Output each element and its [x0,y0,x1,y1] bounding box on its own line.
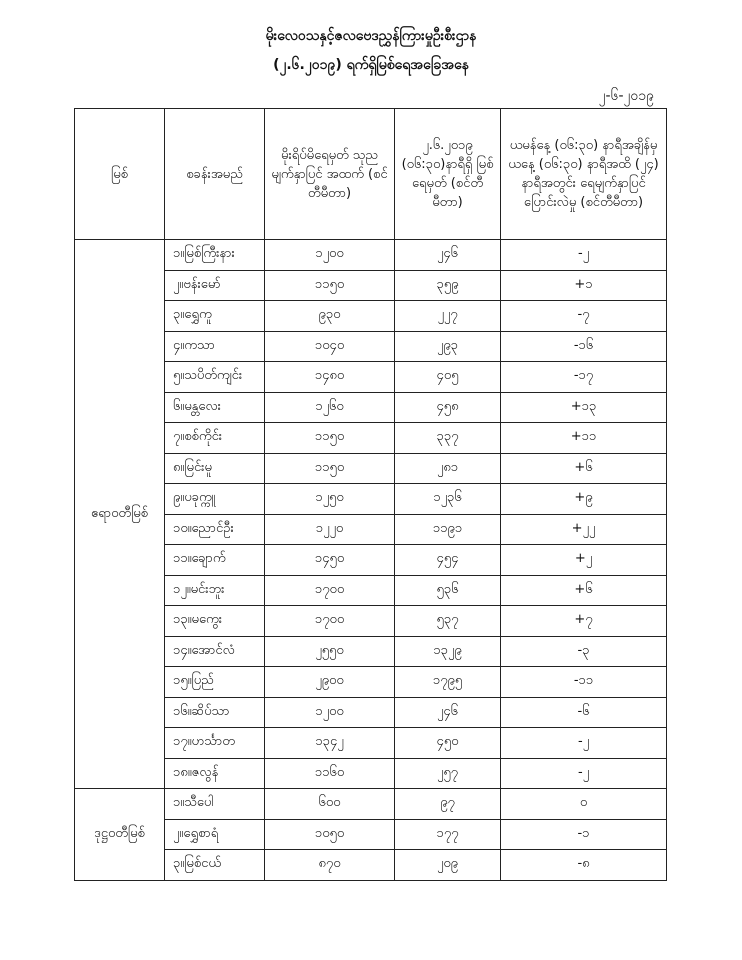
level-change-cell: -၁၁ [501,667,667,698]
level-change-cell: -၇ [501,301,667,332]
danger-level-cell: ၂၅၅၀ [265,636,395,667]
current-level-cell: ၂၀၉ [395,850,501,881]
station-name-cell: ၁။သီပေါ [165,789,265,820]
column-header-current-level: ၂.၆.၂၀၁၉ (၀၆:၃၀)နာရီရှိ မြစ်ရေမှတ် (စင်တီမီတာ) [395,109,501,240]
level-change-cell: +၁၃ [501,392,667,423]
level-change-cell: +၁၁ [501,423,667,454]
current-level-cell: ၁၇၉၅ [395,667,501,698]
danger-level-cell: ၁၂၀၀ [265,240,395,271]
level-change-cell: -၁၇ [501,362,667,393]
danger-level-cell: ၂၉၀၀ [265,667,395,698]
station-name-cell: ၁၈။ဇလွန် [165,758,265,789]
danger-level-cell: ၁၂၂၀ [265,514,395,545]
current-level-cell: ၉၇ [395,789,501,820]
current-level-cell: ၄၅၈ [395,392,501,423]
station-name-cell: ၁၆။ဆိပ်သာ [165,697,265,728]
page-subtitle: (၂.၆.၂၀၁၉) ရက်ရှိမြစ်ရေအခြေအနေ [273,57,469,73]
current-level-cell: ၁၇၇ [395,819,501,850]
current-level-cell: ၃၃၇ [395,423,501,454]
station-name-cell: ၂။ရွှေစာရံ [165,819,265,850]
table-header-row [75,109,667,240]
current-level-cell: ၁၃၂၉ [395,636,501,667]
danger-level-cell: ၁၁၆၀ [265,758,395,789]
table-body [75,240,667,881]
current-level-cell: ၁၁၉၁ [395,514,501,545]
report-date: ၂-၆-၂၀၁၉ [598,88,654,104]
station-name-cell: ၁။မြစ်ကြီးနား [165,240,265,271]
river-name-cell: ဧရာဝတီမြစ် [75,240,165,789]
current-level-cell: ၁၂၃၆ [395,484,501,515]
level-change-cell: -၈ [501,850,667,881]
danger-level-cell: ၆၀၀ [265,789,395,820]
level-change-cell: +၁ [501,270,667,301]
current-level-cell: ၂၈၁ [395,453,501,484]
column-header-danger-level: မိုးရိပ်မိရေမှတ် သုညမျက်နှာပြင် အထက် (စင်တီမီတာ) [265,109,395,240]
table-row [75,240,667,271]
danger-level-cell: ၁၁၅၀ [265,270,395,301]
station-name-cell: ၉။ပခုက္ကူ [165,484,265,515]
level-change-cell: +၇ [501,606,667,637]
danger-level-cell: ၁၁၅၀ [265,423,395,454]
danger-level-cell: ၁၇၀၀ [265,575,395,606]
station-name-cell: ၄။ကသာ [165,331,265,362]
river-name-cell: ဒုဋ္ဌဝတီမြစ် [75,789,165,881]
station-name-cell: ၁၃။မကွေး [165,606,265,637]
column-header-24h-change: ယမန်နေ့ (၀၆:၃၀) နာရီအချိန်မှ ယနေ့ (၀၆:၃၀) နာရီအထိ (၂၄) နာရီအတွင်း ရေမျက်နှာပြင်ပြောင်းလဲမှု (စင်တီမီတာ) [501,109,667,240]
river-level-table [74,108,667,881]
station-name-cell: ၂။ဗန်းမော် [165,270,265,301]
danger-level-cell: ၁၀၄၀ [265,331,395,362]
danger-level-cell: ၁၃၄၂ [265,728,395,759]
danger-level-cell: ၁၁၅၀ [265,453,395,484]
column-header-river: မြစ် [75,109,165,240]
danger-level-cell: ၁၇၀၀ [265,606,395,637]
station-name-cell: ၅။သပိတ်ကျင်း [165,362,265,393]
current-level-cell: ၂၄၆ [395,697,501,728]
level-change-cell: +၂ [501,545,667,576]
level-change-cell: -၂ [501,728,667,759]
level-change-cell: -၂ [501,758,667,789]
station-name-cell: ၃။မြစ်ငယ် [165,850,265,881]
column-header-station: စခန်းအမည် [165,109,265,240]
current-level-cell: ၂၄၆ [395,240,501,271]
current-level-cell: ၅၃၇ [395,606,501,637]
current-level-cell: ၂၂၇ [395,301,501,332]
station-name-cell: ၇။စစ်ကိုင်း [165,423,265,454]
station-name-cell: ၁၁။ချောက် [165,545,265,576]
current-level-cell: ၂၉၃ [395,331,501,362]
danger-level-cell: ၁၄၅၀ [265,545,395,576]
level-change-cell: -၁၆ [501,331,667,362]
danger-level-cell: ၁၂၀၀ [265,697,395,728]
table-row [75,789,667,820]
level-change-cell: ၀ [501,789,667,820]
level-change-cell: +၂၂ [501,514,667,545]
station-name-cell: ၁၄။အောင်လံ [165,636,265,667]
current-level-cell: ၅၃၆ [395,575,501,606]
current-level-cell: ၃၅၉ [395,270,501,301]
station-name-cell: ၆။မန္တလေး [165,392,265,423]
level-change-cell: -၆ [501,697,667,728]
station-name-cell: ၁၇။ဟင်္သာတ [165,728,265,759]
level-change-cell: -၃ [501,636,667,667]
level-change-cell: -၂ [501,240,667,271]
station-name-cell: ၁၅။ပြည် [165,667,265,698]
level-change-cell: +၉ [501,484,667,515]
current-level-cell: ၄၅၄ [395,545,501,576]
station-name-cell: ၃။ရွှေကူ [165,301,265,332]
level-change-cell: -၁ [501,819,667,850]
danger-level-cell: ၈၇၀ [265,850,395,881]
current-level-cell: ၂၅၇ [395,758,501,789]
danger-level-cell: ၁၂၅၀ [265,484,395,515]
danger-level-cell: ၉၃၀ [265,301,395,332]
station-name-cell: ၁၂။မင်းဘူး [165,575,265,606]
station-name-cell: ၈။မြင်းမူ [165,453,265,484]
station-name-cell: ၁၀။ညောင်ဦး [165,514,265,545]
level-change-cell: +၆ [501,575,667,606]
danger-level-cell: ၁၀၅၀ [265,819,395,850]
danger-level-cell: ၁၄၈၀ [265,362,395,393]
current-level-cell: ၄၀၅ [395,362,501,393]
level-change-cell: +၆ [501,453,667,484]
danger-level-cell: ၁၂၆၀ [265,392,395,423]
page-title: မိုးလေဝသနှင့်ဇလဗေဒညွှန်ကြားမှုဦးစီးဌာန [265,28,477,44]
current-level-cell: ၄၅၀ [395,728,501,759]
